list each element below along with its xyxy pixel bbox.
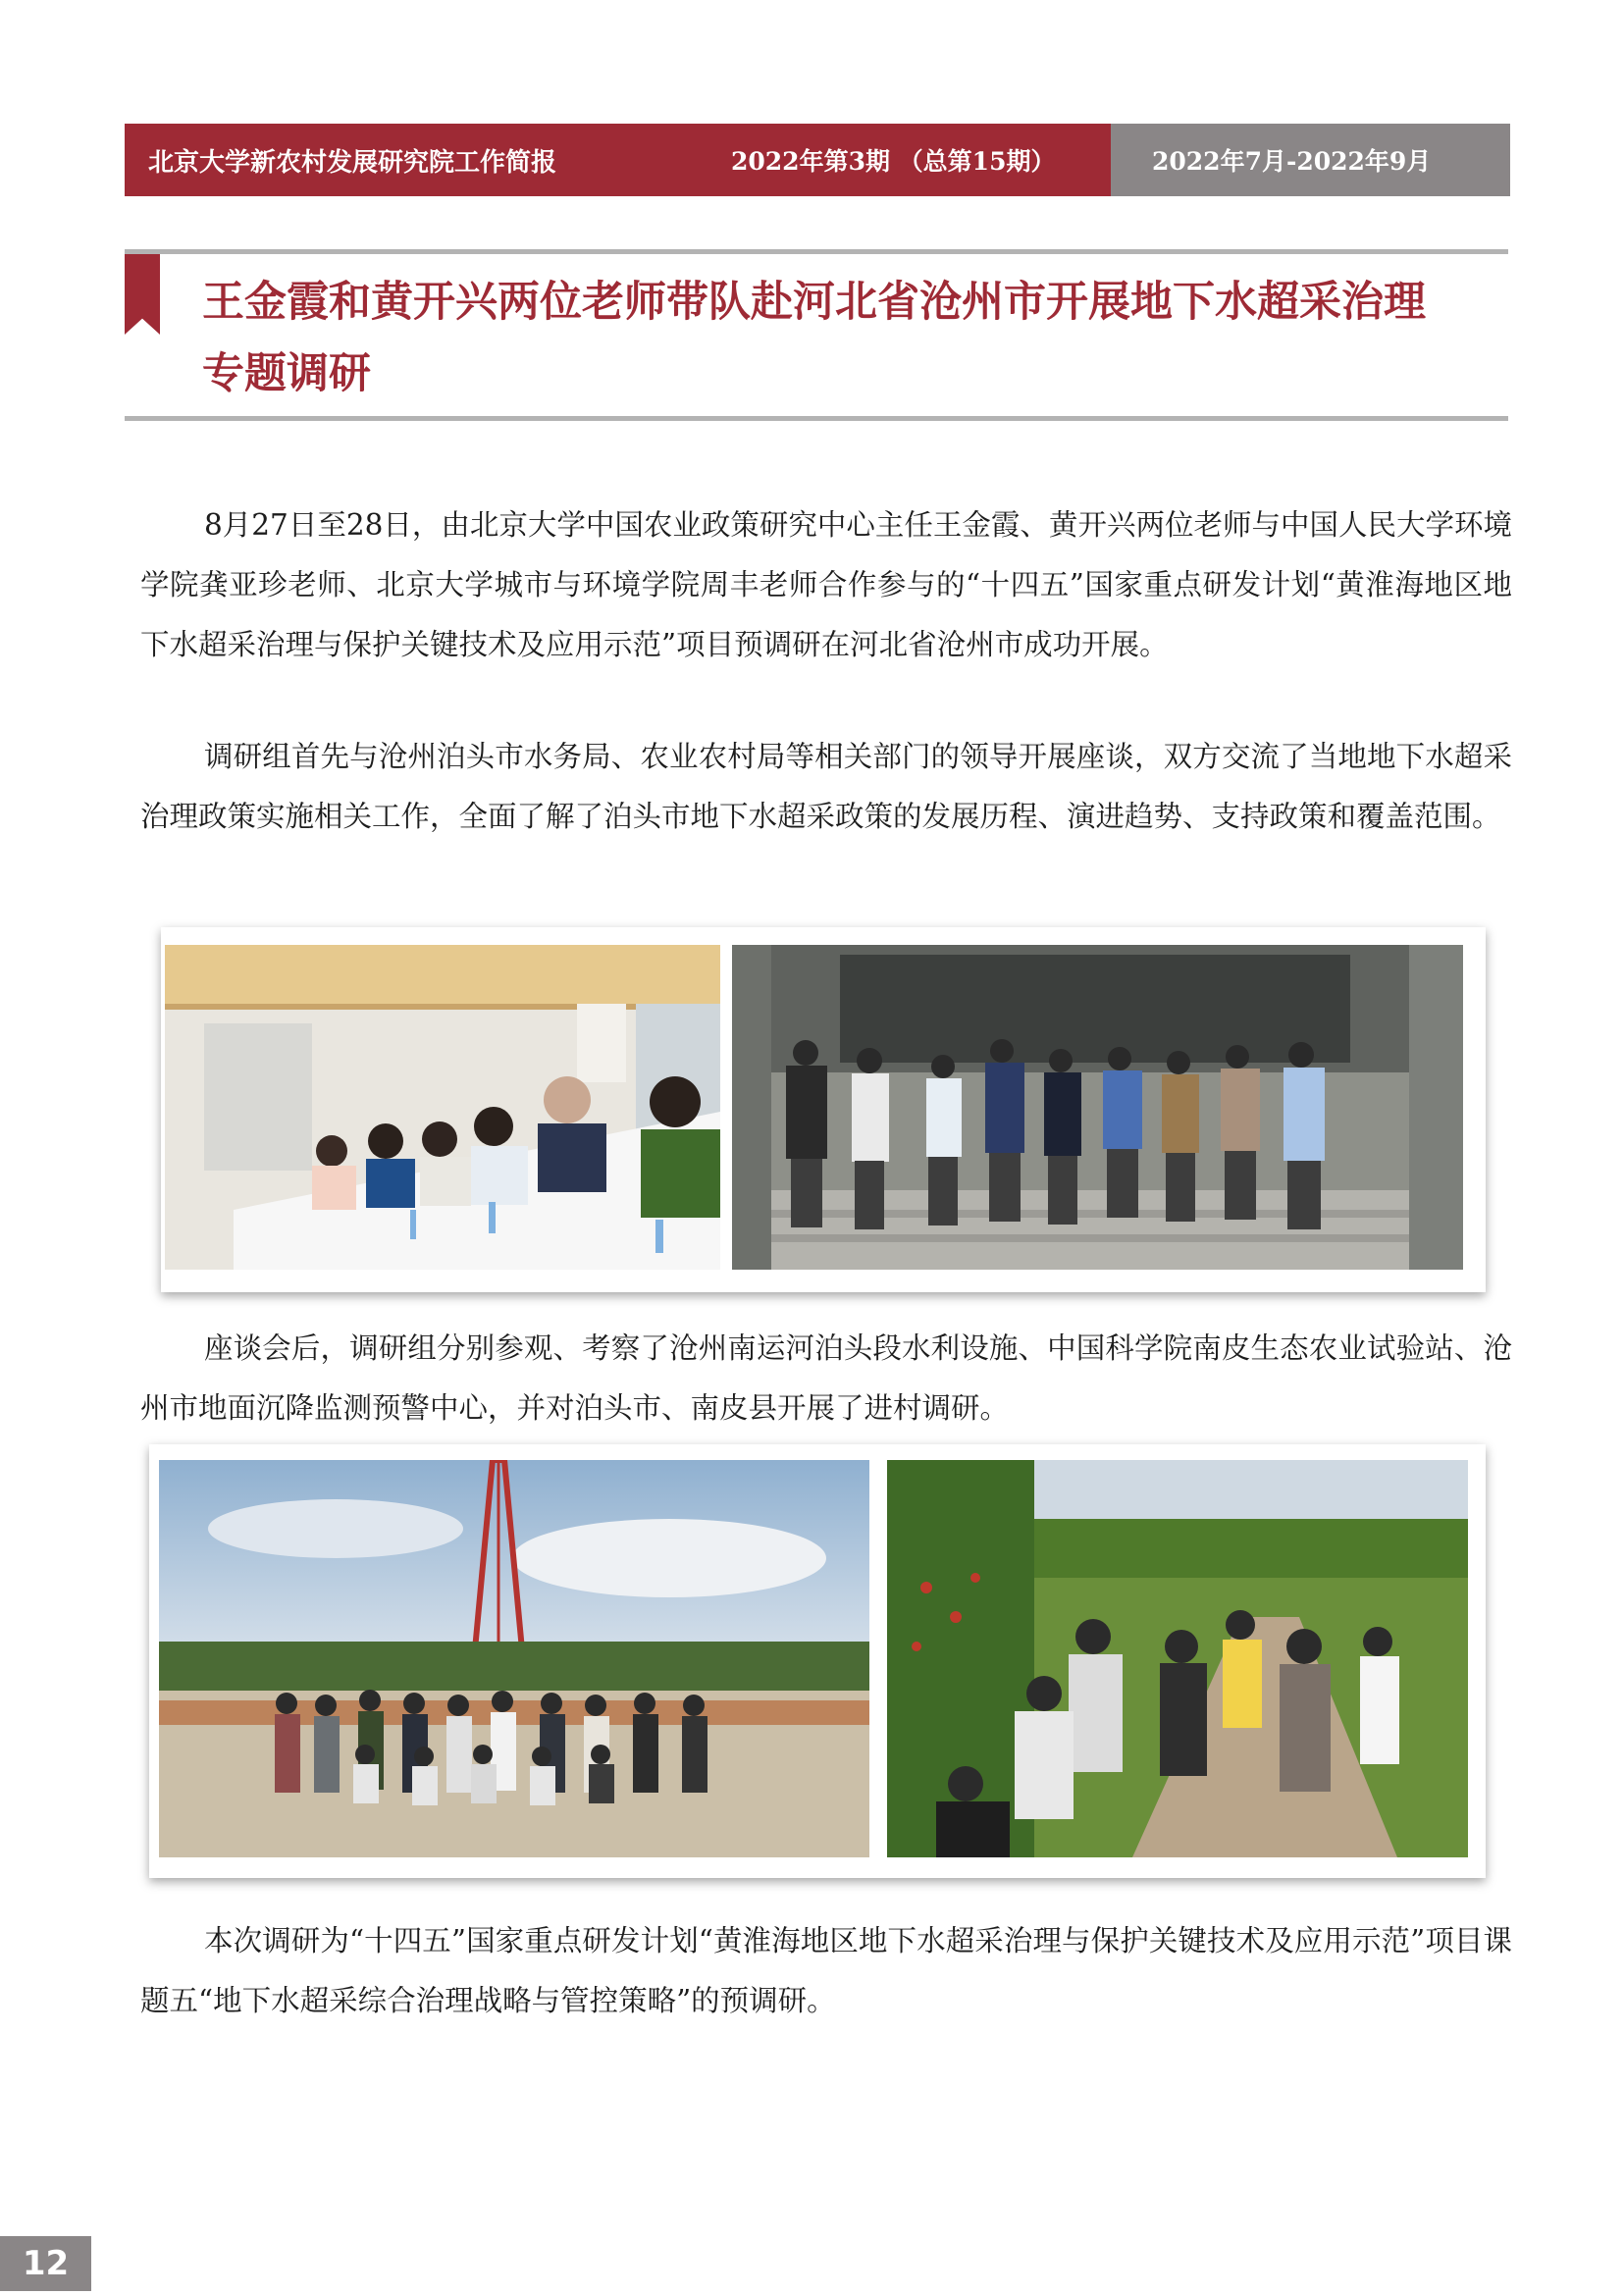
- paragraph-2: 调研组首先与沧州泊头市水务局、农业农村局等相关部门的领导开展座谈，双方交流了当地地下水超采治理政策实施相关工作，全面了解了泊头市地下水超采政策的发展历程、演进趋势、支持政策和覆盖范围。: [140, 740, 1512, 833]
- title-rule-top: [125, 249, 1508, 254]
- paragraph-1: 8月27日至28日，由北京大学中国农业政策研究中心主任王金霞、黄开兴两位老师与中国人民大学环境学院龚亚珍老师、北京大学城市与环境学院周丰老师合作参与的“十四五”国家重点研发计划“黄淮海地区地下水超采治理与保护关键技术及应用示范”项目预调研在河北省沧州市成功开展。: [140, 508, 1512, 661]
- issue-period: 2022年7月-2022年9月: [1152, 147, 1432, 176]
- photo-row-meeting: [161, 927, 1486, 1292]
- title-rule-bottom: [125, 416, 1508, 421]
- paragraph-4: 本次调研为“十四五”国家重点研发计划“黄淮海地区地下水超采治理与保护关键技术及应用示范”项目课题五“地下水超采综合治理战略与管控策略”的预调研。: [140, 1924, 1512, 2017]
- article-title: [202, 267, 1497, 410]
- page-number: 12: [0, 2236, 91, 2291]
- header-grey-band: [1111, 124, 1510, 196]
- title-line-2: 专题调研: [202, 349, 371, 398]
- issue-number: 2022年第3期 （总第15期）: [731, 147, 1056, 176]
- title-line-1: 王金霞和黄开兴两位老师带队赴河北省沧州市开展地下水超采治理: [202, 278, 1426, 327]
- photo-group-building: [732, 945, 1463, 1270]
- header-red-band: [125, 124, 1111, 196]
- photo-group-river: [159, 1460, 869, 1857]
- running-header: [125, 124, 1510, 196]
- publication-name: 北京大学新农村发展研究院工作简报: [148, 147, 557, 178]
- photo-row-field: [149, 1444, 1486, 1878]
- bookmark-ribbon-icon: [125, 254, 160, 335]
- photo-field-visit: [887, 1460, 1468, 1857]
- photo-meeting-room: [165, 945, 720, 1270]
- paragraph-3: 座谈会后，调研组分别参观、考察了沧州南运河泊头段水利设施、中国科学院南皮生态农业试验站、沧州市地面沉降监测预警中心，并对泊头市、南皮县开展了进村调研。: [140, 1331, 1512, 1425]
